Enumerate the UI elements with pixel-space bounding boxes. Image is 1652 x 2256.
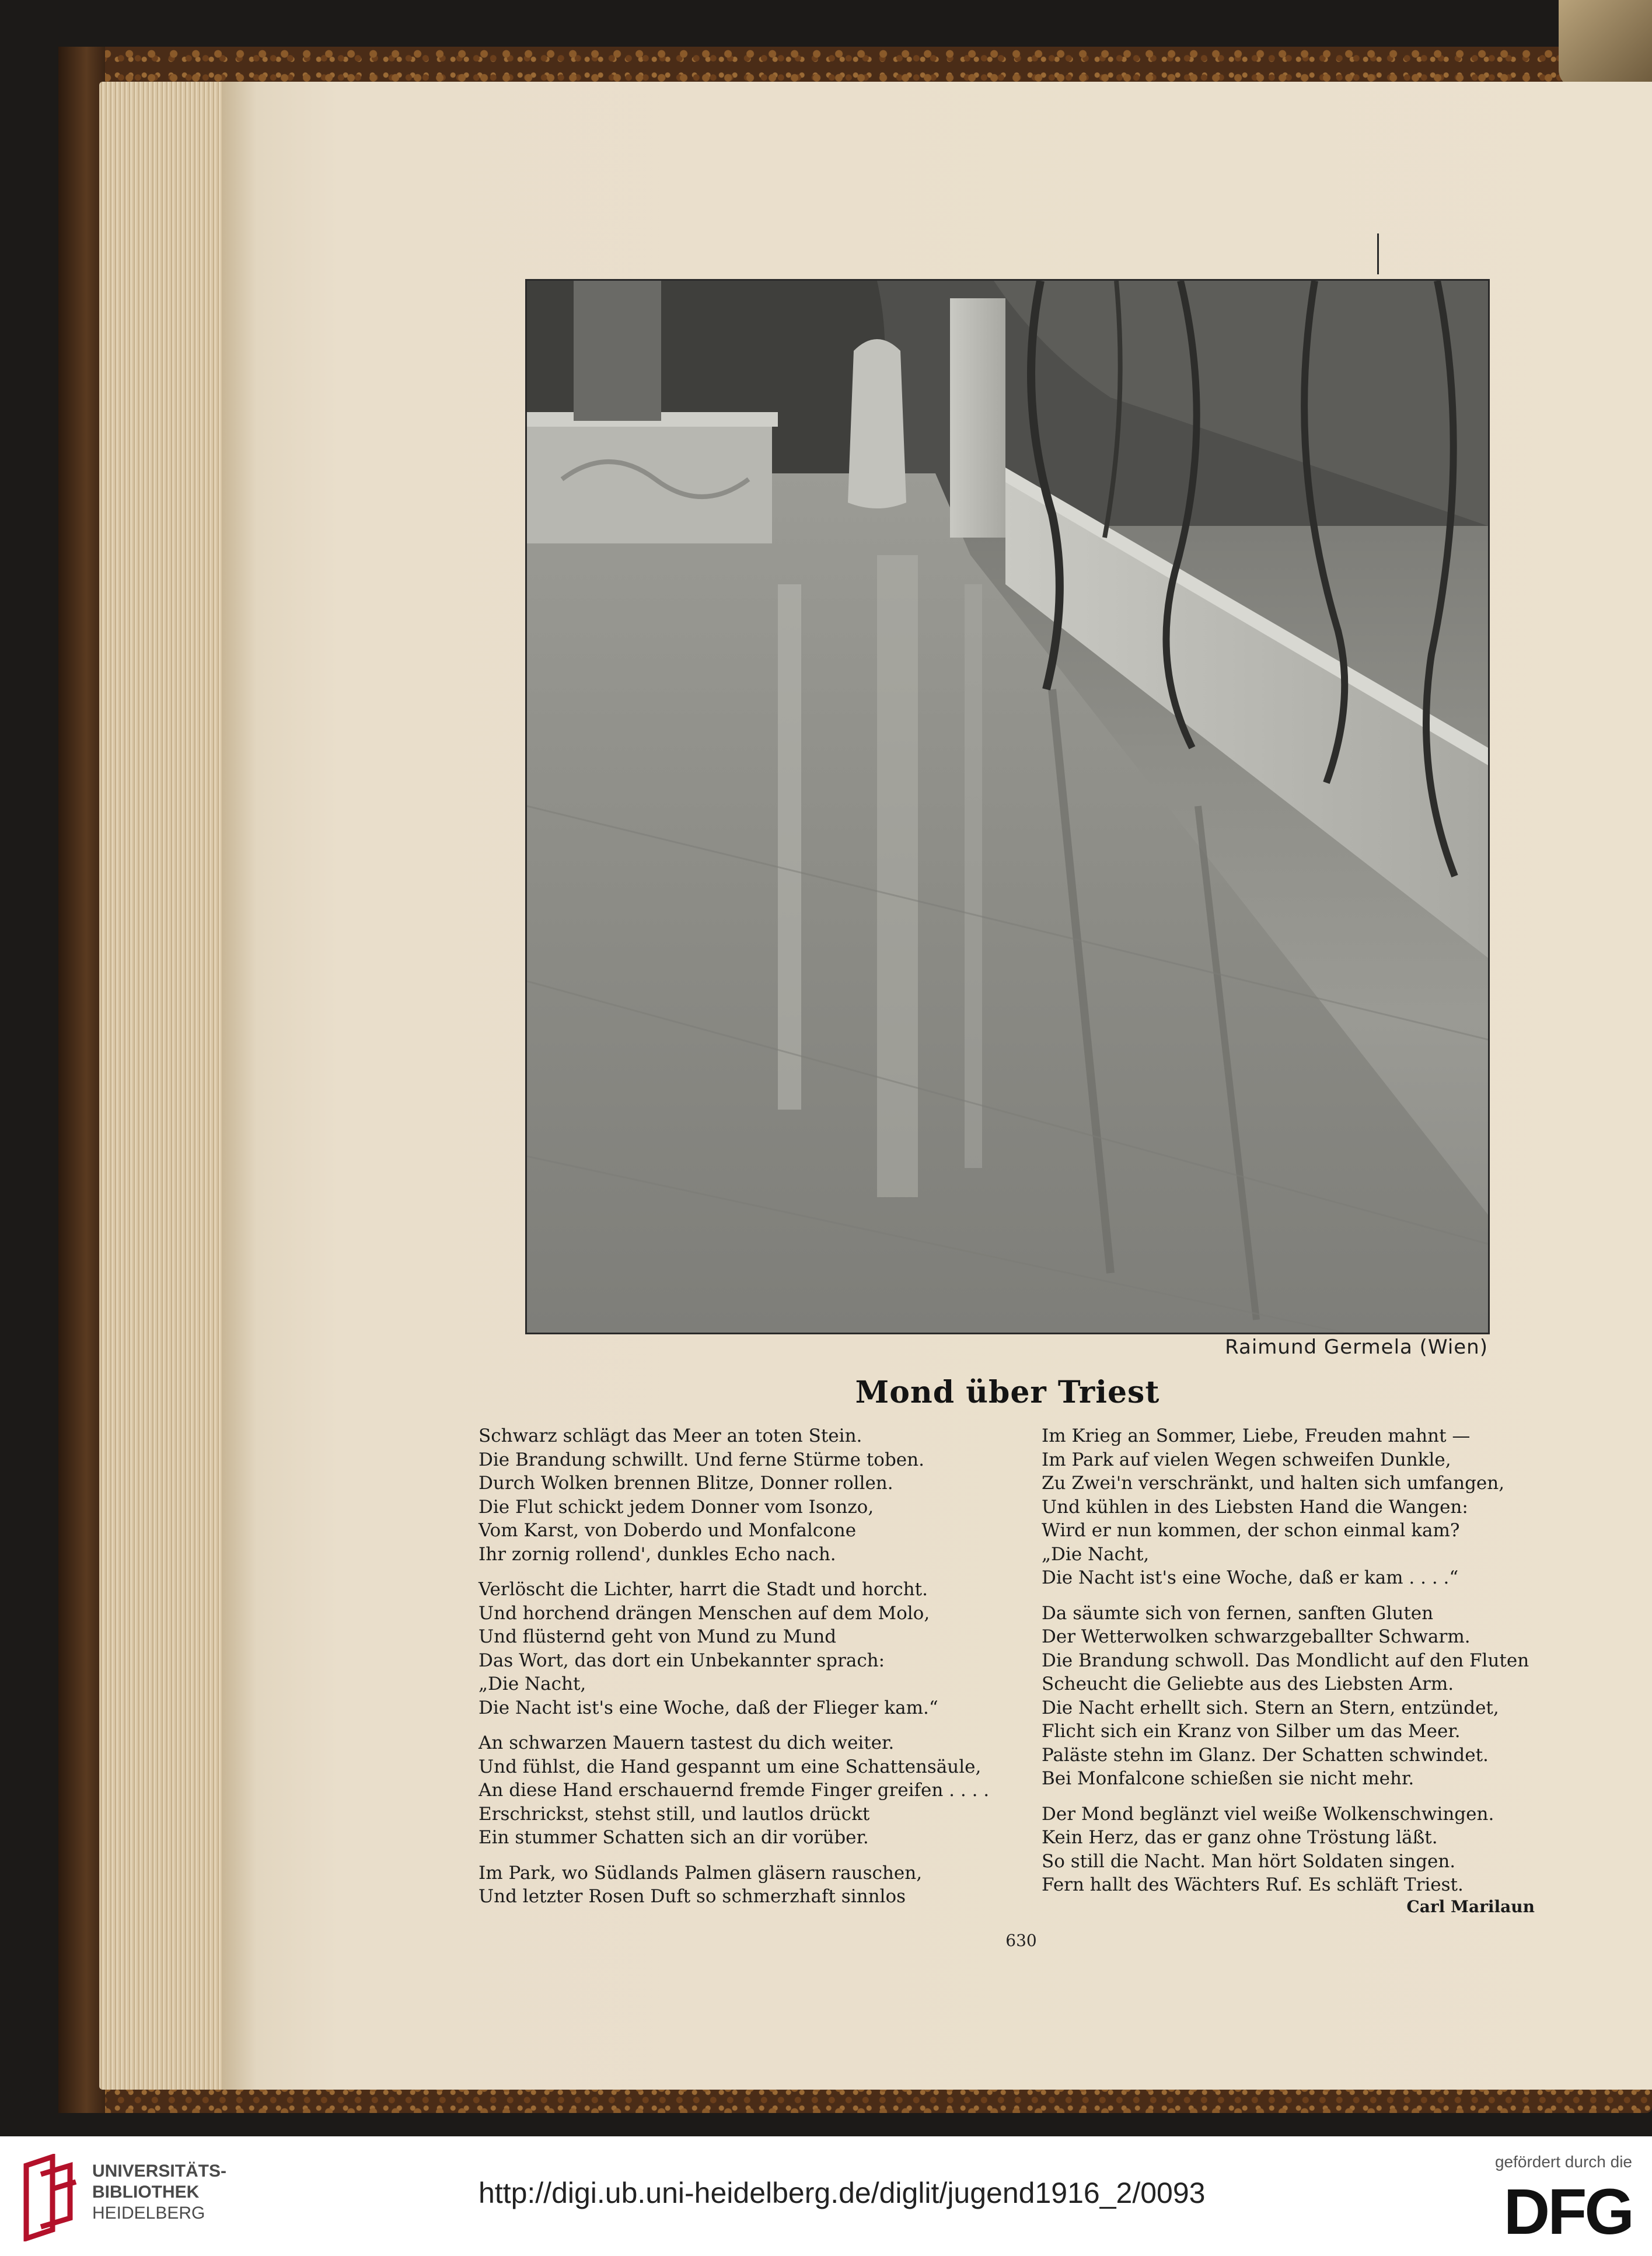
- printer-mark: [1377, 233, 1379, 274]
- institution-line-1: UNIVERSITÄTS-: [92, 2161, 227, 2181]
- poem-line: Erschrickst, stehst still, und lautlos drückt: [479, 1803, 870, 1825]
- poem-title: Mond über Triest: [855, 1375, 1160, 1410]
- funded-by-label: gefördert durch die: [1494, 2153, 1632, 2171]
- poem-line: Verlöscht die Lichter, harrt die Stadt und horcht.: [479, 1579, 928, 1600]
- poem-line: Im Krieg an Sommer, Liebe, Freuden mahnt —: [1042, 1425, 1471, 1446]
- poem-line: Vom Karst, von Doberdo und Monfalcone: [479, 1520, 857, 1541]
- logo-mark: [26, 2157, 76, 2238]
- illustration-credit: Raimund Germela (Wien): [1225, 1336, 1488, 1359]
- poem-line: Die Brandung schwillt. Und ferne Stürme toben.: [479, 1449, 924, 1470]
- poem-line: Der Mond beglänzt viel weiße Wolkenschwingen.: [1042, 1803, 1494, 1825]
- illustration-rainy-terrace: [525, 279, 1490, 1334]
- permalink-url[interactable]: http://digi.ub.uni-heidelberg.de/diglit/jugend1916_2/0093: [479, 2177, 1206, 2209]
- poem-line: So still die Nacht. Man hört Soldaten singen.: [1042, 1850, 1456, 1872]
- poem-line: Die Nacht ist's eine Woche, daß der Flieger kam.“: [479, 1697, 938, 1718]
- poem-line: Wird er nun kommen, der schon einmal kam?: [1042, 1520, 1460, 1541]
- poem-line: Im Park auf vielen Wegen schweifen Dunkle,: [1042, 1449, 1451, 1470]
- poem-line: Und kühlen in des Liebsten Hand die Wangen:: [1042, 1496, 1468, 1518]
- poem-right-column: [1042, 1424, 1567, 1909]
- institution-line-2: BIBLIOTHEK: [92, 2182, 200, 2202]
- poem-line: An diese Hand erschauernd fremde Finger greifen . . . .: [479, 1780, 990, 1801]
- poem-line: Da säumte sich von fernen, sanften Gluten: [1042, 1602, 1434, 1624]
- poem-line: Zu Zwei'n verschränkt, und halten sich umfangen,: [1042, 1473, 1505, 1494]
- poem-line: Das Wort, das dort ein Unbekannter sprach:: [479, 1650, 885, 1671]
- institution-name: [92, 2161, 226, 2224]
- poem-line: Die Brandung schwoll. Das Mondlicht auf den Fluten: [1042, 1650, 1529, 1671]
- poem-line: Ein stummer Schatten sich an dir vorüber.: [479, 1827, 869, 1848]
- poem-line: Ihr zornig rollend', dunkles Echo nach.: [479, 1543, 836, 1565]
- poem-line: Schwarz schlägt das Meer an toten Stein.: [479, 1425, 862, 1446]
- poem-line: Die Nacht ist's eine Woche, daß er kam . . . .“: [1042, 1567, 1459, 1588]
- poem-line: Paläste stehn im Glanz. Der Schatten schwindet.: [1042, 1744, 1489, 1766]
- poem-line: Und flüsternd geht von Mund zu Mund: [479, 1626, 837, 1647]
- institution-line-3: HEIDELBERG: [92, 2203, 205, 2223]
- poem-line: Bei Monfalcone schießen sie nicht mehr.: [1042, 1768, 1414, 1789]
- poem-author: Carl Marilaun: [1406, 1897, 1535, 1916]
- poem-line: Und fühlst, die Hand gespannt um eine Schattensäule,: [479, 1756, 982, 1777]
- poem-line: Und horchend drängen Menschen auf dem Molo,: [479, 1602, 930, 1624]
- poem-line: Kein Herz, das er ganz ohne Tröstung läßt.: [1042, 1827, 1438, 1848]
- poem-stanza: [479, 1731, 990, 1850]
- poem-stanza: [1042, 1424, 1567, 1590]
- dfg-logo: DFG: [1503, 2176, 1632, 2248]
- digitization-footer: [0, 2136, 1652, 2256]
- poem-line: „Die Nacht,: [479, 1673, 586, 1694]
- poem-stanza: [479, 1424, 980, 1566]
- poem-left-column: [479, 1424, 990, 1920]
- poem-line: Und letzter Rosen Duft so schmerzhaft sinnlos: [479, 1886, 906, 1907]
- book-corner-clasp: [1559, 0, 1652, 88]
- poem-line: Die Nacht erhellt sich. Stern an Stern, entzündet,: [1042, 1697, 1499, 1718]
- poem-line: Fern hallt des Wächters Ruf. Es schläft Triest.: [1042, 1874, 1464, 1895]
- page-number: 630: [1005, 1931, 1037, 1950]
- poem-line: Die Flut schickt jedem Donner vom Isonzo,: [479, 1496, 874, 1518]
- poem-line: Durch Wolken brennen Blitze, Donner rollen.: [479, 1473, 893, 1494]
- poem-stanza: [1042, 1802, 1567, 1897]
- poem-line: Flicht sich ein Kranz von Silber um das Meer.: [1042, 1721, 1461, 1742]
- poem-line: Scheucht die Geliebte aus des Liebsten Arm.: [1042, 1673, 1454, 1694]
- poem-line: An schwarzen Mauern tastest du dich weiter.: [479, 1732, 895, 1753]
- poem-stanza: [479, 1861, 980, 1909]
- book-spine-edge: [58, 47, 105, 2113]
- poem-line: Im Park, wo Südlands Palmen gläsern rauschen,: [479, 1862, 923, 1884]
- poem-line: „Die Nacht,: [1042, 1543, 1150, 1565]
- poem-line: Der Wetterwolken schwarzgeballter Schwarm.: [1042, 1626, 1471, 1647]
- poem-stanza: [479, 1578, 980, 1720]
- poem-stanza: [1042, 1602, 1567, 1791]
- ub-heidelberg-logo: [18, 2154, 82, 2241]
